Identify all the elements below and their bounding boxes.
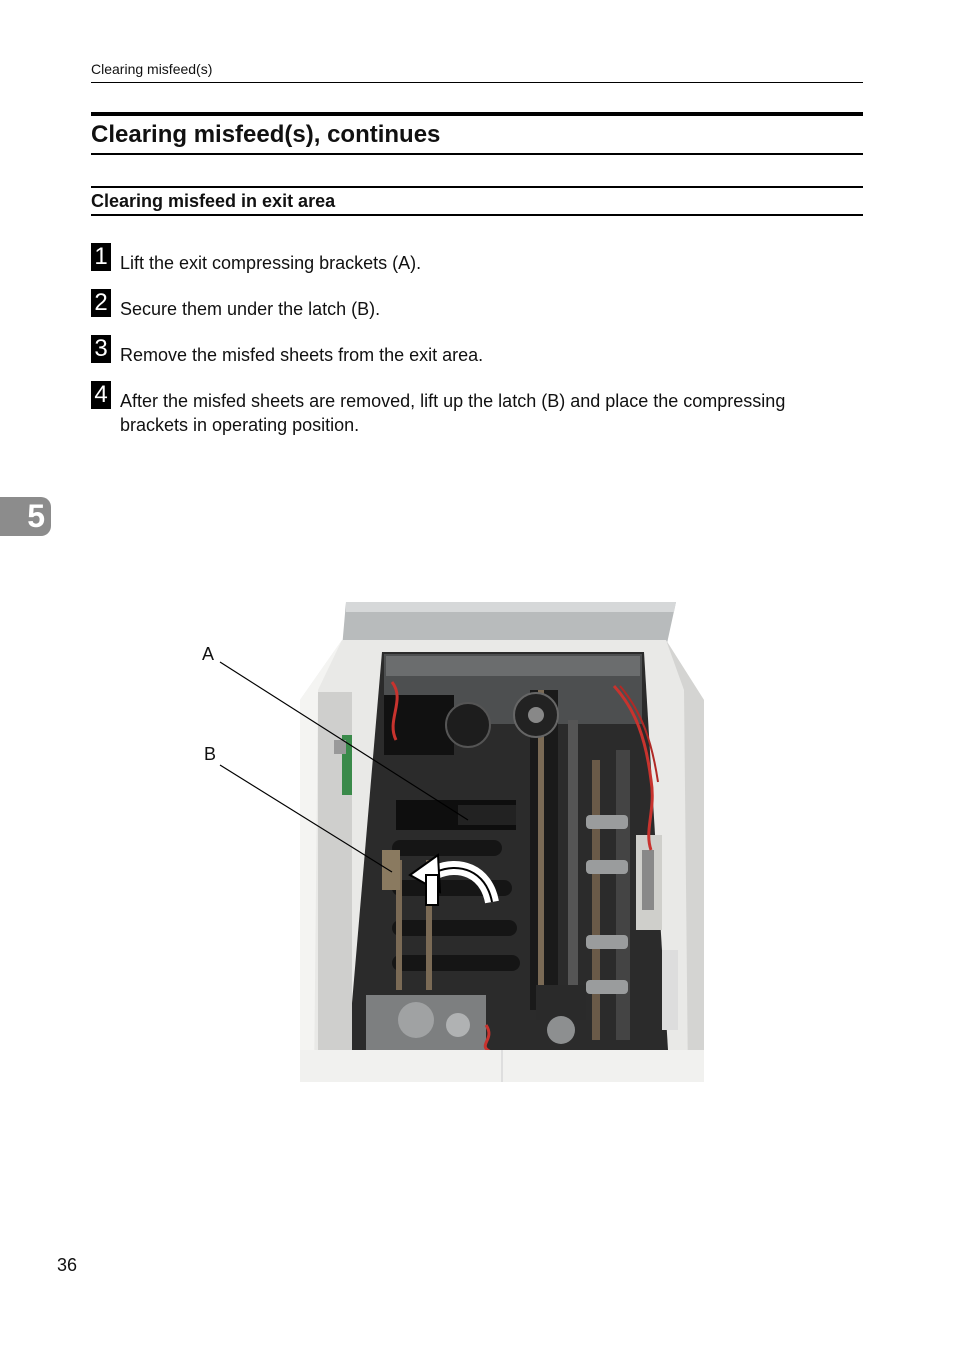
section-title: Clearing misfeed(s), continues (91, 121, 441, 148)
step-number: 3 (91, 335, 111, 363)
title-rule-bottom (91, 153, 863, 155)
step-number: 2 (91, 289, 111, 317)
callout-label-a: A (202, 644, 215, 664)
header-rule (91, 82, 863, 83)
running-header: Clearing misfeed(s) (91, 61, 213, 77)
subsection-rule-top (91, 186, 863, 188)
title-rule-top (91, 112, 863, 116)
callout-label-b: B (204, 744, 217, 764)
subsection-title: Clearing misfeed in exit area (91, 191, 336, 211)
subsection-rule-bottom (91, 214, 863, 216)
machine-photo-figure (196, 600, 708, 1084)
step-text: Remove the misfed sheets from the exit area. (120, 345, 484, 365)
machine-photo (196, 600, 708, 1084)
step-number: 1 (91, 243, 111, 271)
chapter-tab: 5 (0, 497, 51, 536)
step-text: Secure them under the latch (B). (120, 299, 381, 319)
step-text: Lift the exit compressing brackets (A). (120, 253, 422, 273)
step-number: 4 (91, 381, 111, 409)
step-text: After the misfed sheets are removed, lift up the latch (B) and place the compressing brackets in operating position. (120, 391, 786, 435)
page-number: 36 (57, 1255, 78, 1275)
